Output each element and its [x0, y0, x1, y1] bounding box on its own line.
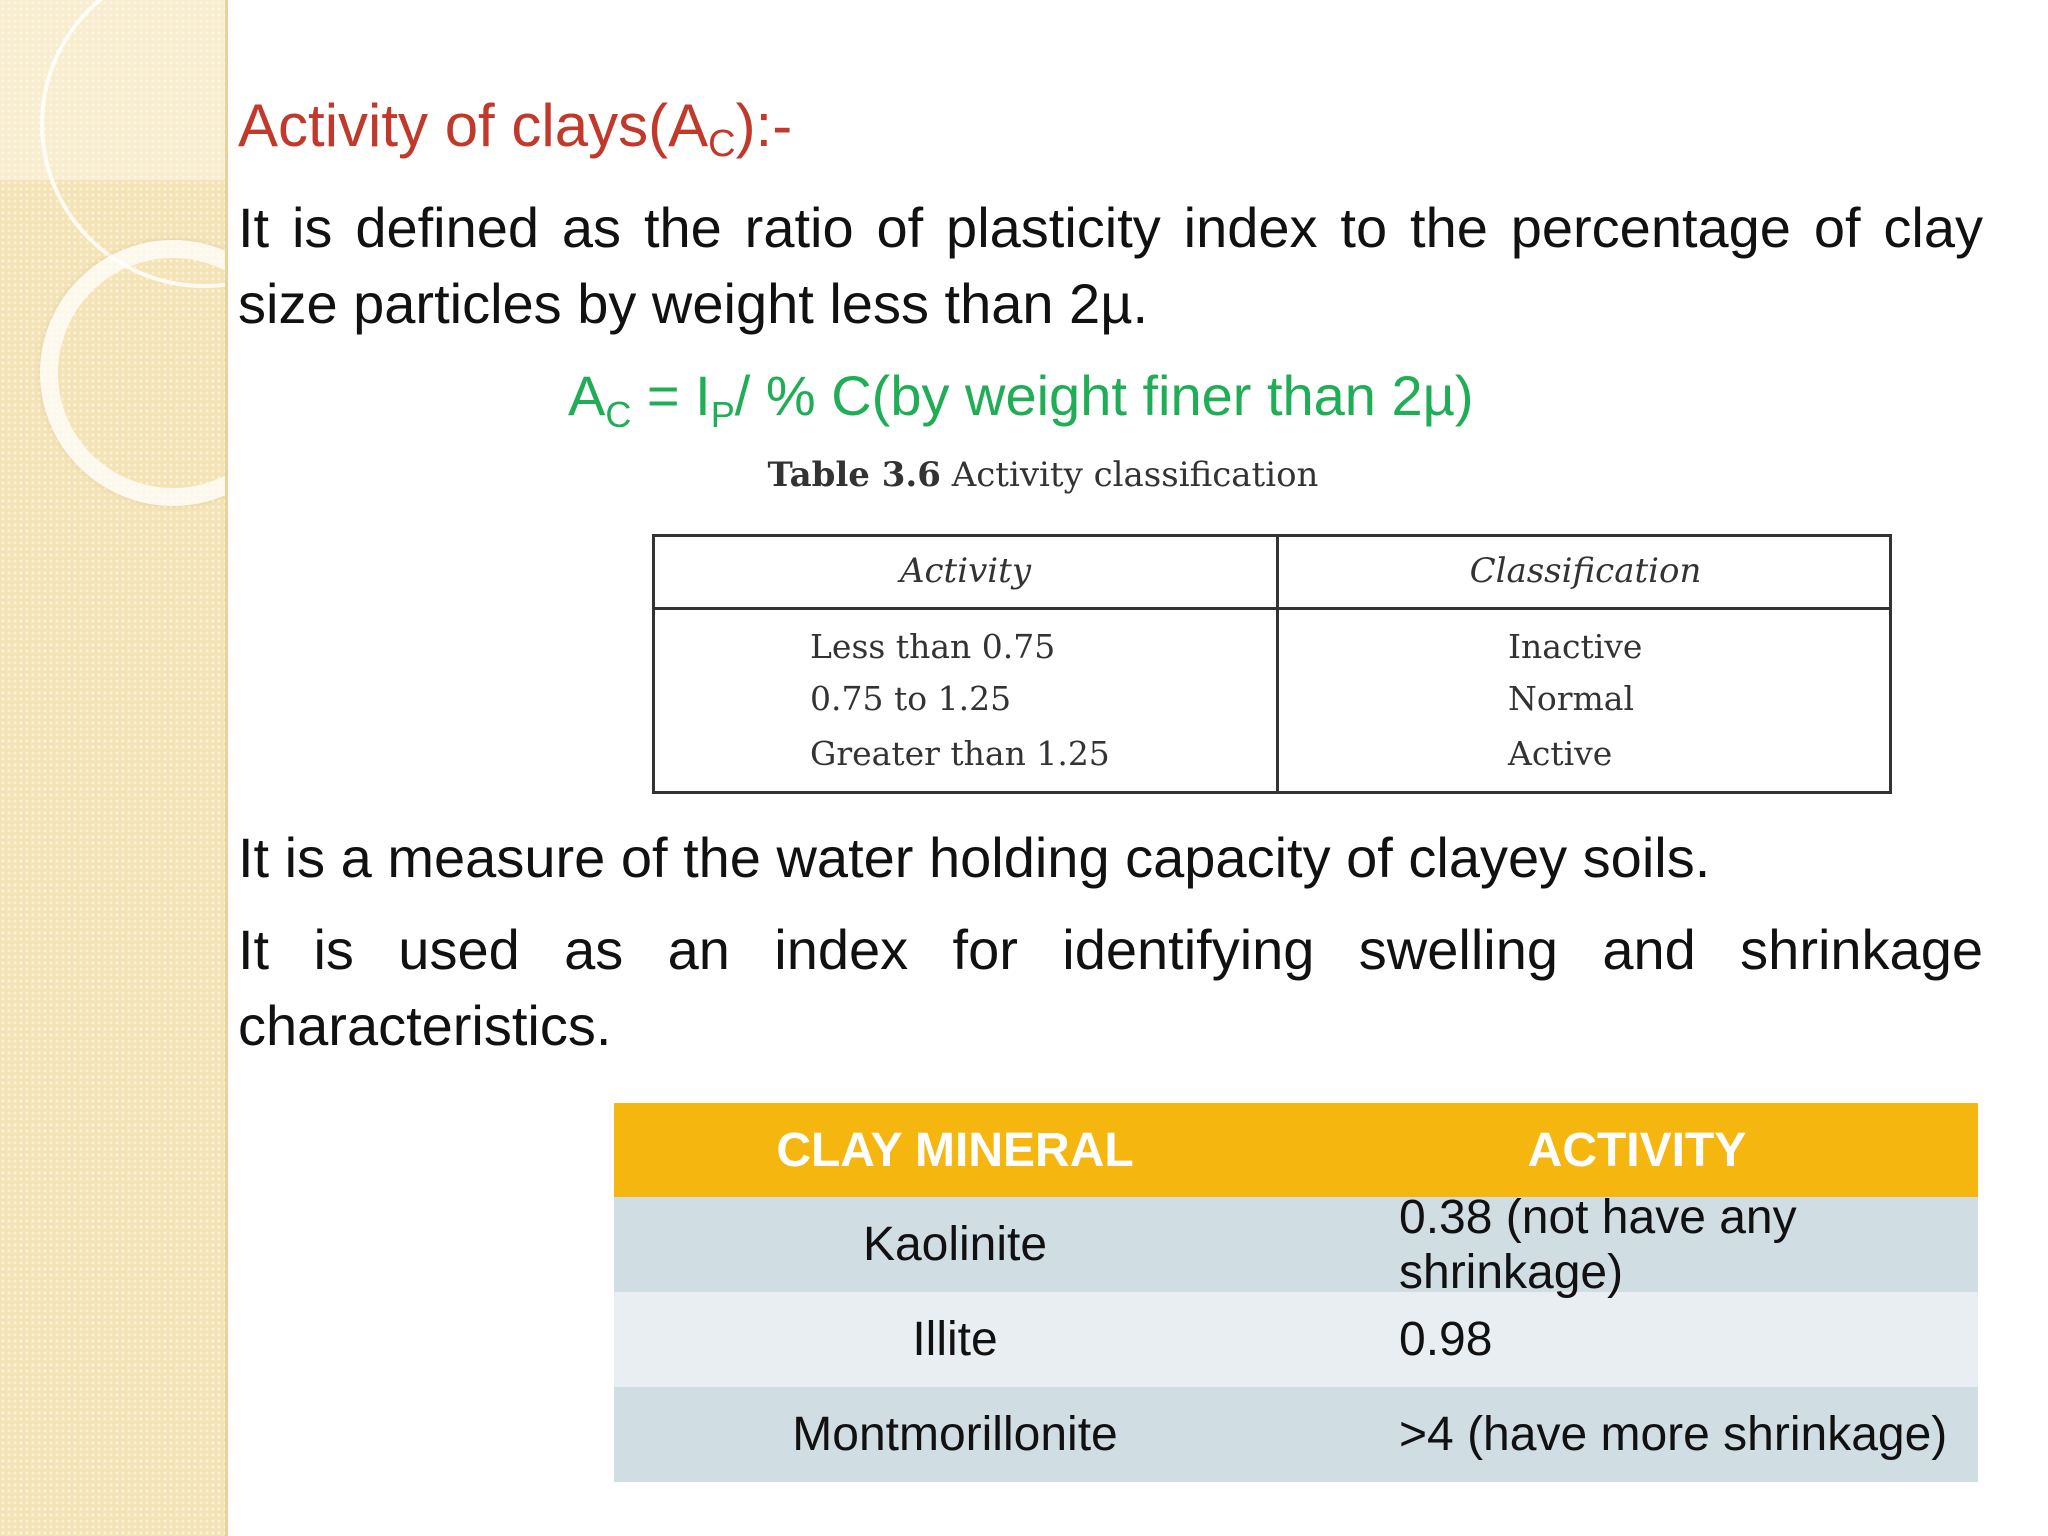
- table-cell: Less than 0.75: [810, 627, 1056, 666]
- table-header-classification: Classification: [1469, 551, 1702, 591]
- table-cell: Active: [1508, 734, 1613, 773]
- decorative-side-strip: [0, 0, 228, 1536]
- header-clay-mineral: CLAY MINERAL: [776, 1123, 1134, 1177]
- statement-water-holding: It is a measure of the water holding capacity of clayey soils.: [238, 826, 1711, 889]
- table-row: [614, 1387, 1978, 1482]
- mineral-name: Montmorillonite: [792, 1408, 1118, 1461]
- mineral-activity: 0.38 (not have any shrinkage): [1399, 1190, 1797, 1299]
- decorative-ring-small: [40, 240, 228, 506]
- table-cell: Inactive: [1508, 627, 1643, 666]
- table-header-divider: [655, 607, 1889, 610]
- table-cell: Normal: [1508, 679, 1635, 718]
- header-activity: ACTIVITY: [1527, 1123, 1747, 1177]
- table-cell: Greater than 1.25: [810, 734, 1110, 773]
- statement-swelling-index: It is used as an index for identifying swelling and shrinkage characteristics.: [238, 918, 1983, 1057]
- mineral-name: Kaolinite: [862, 1218, 1048, 1271]
- table-caption: Table 3.6 Activity classification: [767, 455, 1319, 495]
- table-row: [614, 1190, 1978, 1299]
- mineral-table-header: [614, 1103, 1978, 1197]
- definition-text: It is defined as the ratio of plasticity index to the percentage of clay size particles by weight less than 2µ.: [238, 196, 1983, 335]
- table-cell: 0.75 to 1.25: [810, 679, 1012, 718]
- mineral-activity: 0.98: [1399, 1313, 1493, 1366]
- activity-formula: $A_C = I_P/$ % C(by weight finer than 2µ): [568, 364, 1474, 435]
- activity-classification-table: [652, 534, 1892, 794]
- table-header-activity: Activity: [899, 551, 1032, 591]
- slide-title: Activity of $clays(A_C):-$: [238, 92, 793, 165]
- strip-edge: [225, 0, 228, 1536]
- mineral-activity: >4 (have more shrinkage): [1399, 1408, 1948, 1461]
- clay-mineral-table: [614, 1103, 1978, 1482]
- table-row: [614, 1292, 1978, 1387]
- mineral-name: Illite: [912, 1313, 998, 1366]
